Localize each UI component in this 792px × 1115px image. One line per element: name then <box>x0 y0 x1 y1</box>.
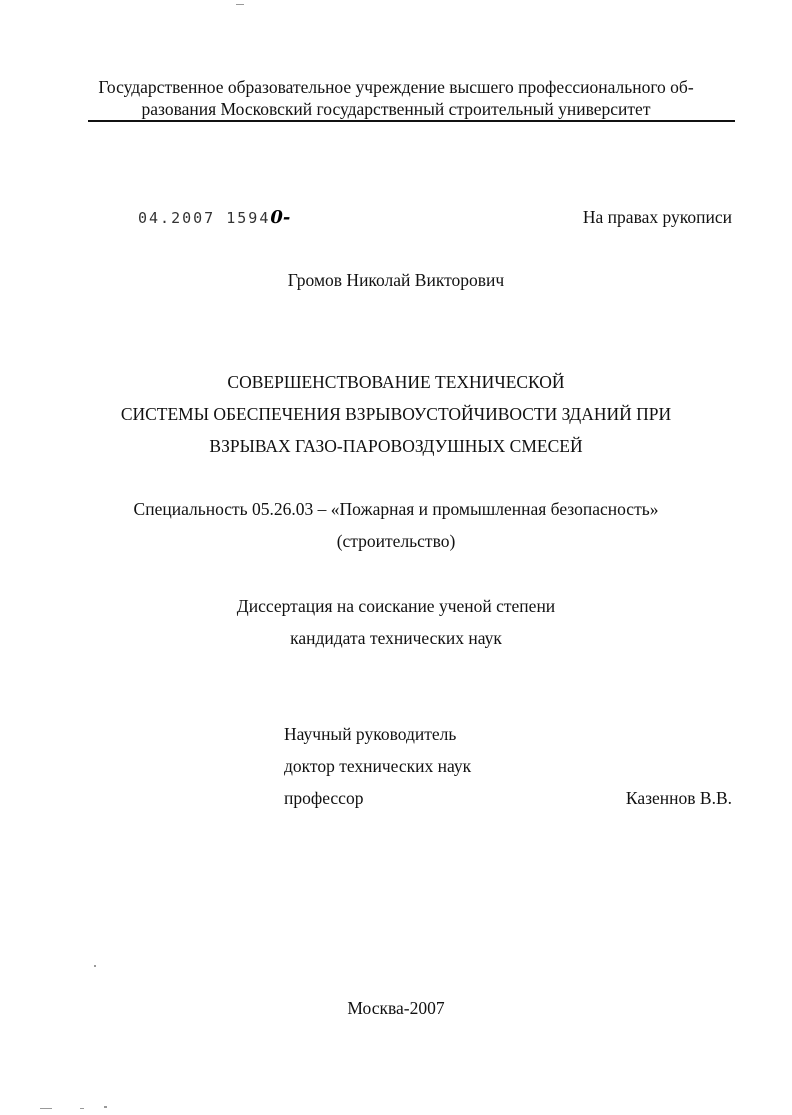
supervisor-degree: доктор технических наук <box>284 756 472 776</box>
institution-line-1: Государственное образовательное учреждение высшего профессионального об- <box>98 77 694 97</box>
institution-line-2: разования Московский государственный строительный университет <box>141 99 651 119</box>
title-line-3: ВЗРЫВАХ ГАЗО-ПАРОВОЗДУШНЫХ СМЕСЕЙ <box>209 436 583 456</box>
specialty <box>0 493 792 557</box>
supervisor-name: Казеннов В.В. <box>625 788 732 808</box>
library-stamp <box>138 207 290 228</box>
specialty-line-1: Специальность 05.26.03 – «Пожарная и промышленная безопасность» <box>133 499 659 519</box>
degree-line-1: Диссертация на соискание ученой степени <box>236 596 556 616</box>
specialty-line-2: (строительство) <box>336 531 456 551</box>
scan-speck <box>40 1108 52 1109</box>
author-name: Громов Николай Викторович <box>287 270 505 290</box>
supervisor-block <box>284 718 471 814</box>
degree-line-2: кандидата технических наук <box>290 628 502 648</box>
header-divider <box>88 120 735 122</box>
dissertation-title <box>0 366 792 462</box>
stamp-number: 04.2007 1594 <box>138 209 271 227</box>
scan-speck <box>80 1108 84 1109</box>
title-line-2: СИСТЕМЫ ОБЕСПЕЧЕНИЯ ВЗРЫВОУСТОЙЧИВОСТИ ЗДАНИЙ ПРИ <box>120 404 672 424</box>
degree-statement <box>0 590 792 654</box>
rights-note: На правах рукописи <box>582 207 732 227</box>
stamp-handwritten: 0- <box>270 207 291 228</box>
title-line-1: СОВЕРШЕНСТВОВАНИЕ ТЕХНИЧЕСКОЙ <box>227 372 565 392</box>
city-year: Москва-2007 <box>347 998 445 1018</box>
supervisor-title: профессор <box>284 788 364 808</box>
scan-speck <box>94 965 96 967</box>
scan-speck <box>104 1106 107 1108</box>
supervisor-role: Научный руководитель <box>284 724 457 744</box>
scan-speck <box>236 4 244 5</box>
